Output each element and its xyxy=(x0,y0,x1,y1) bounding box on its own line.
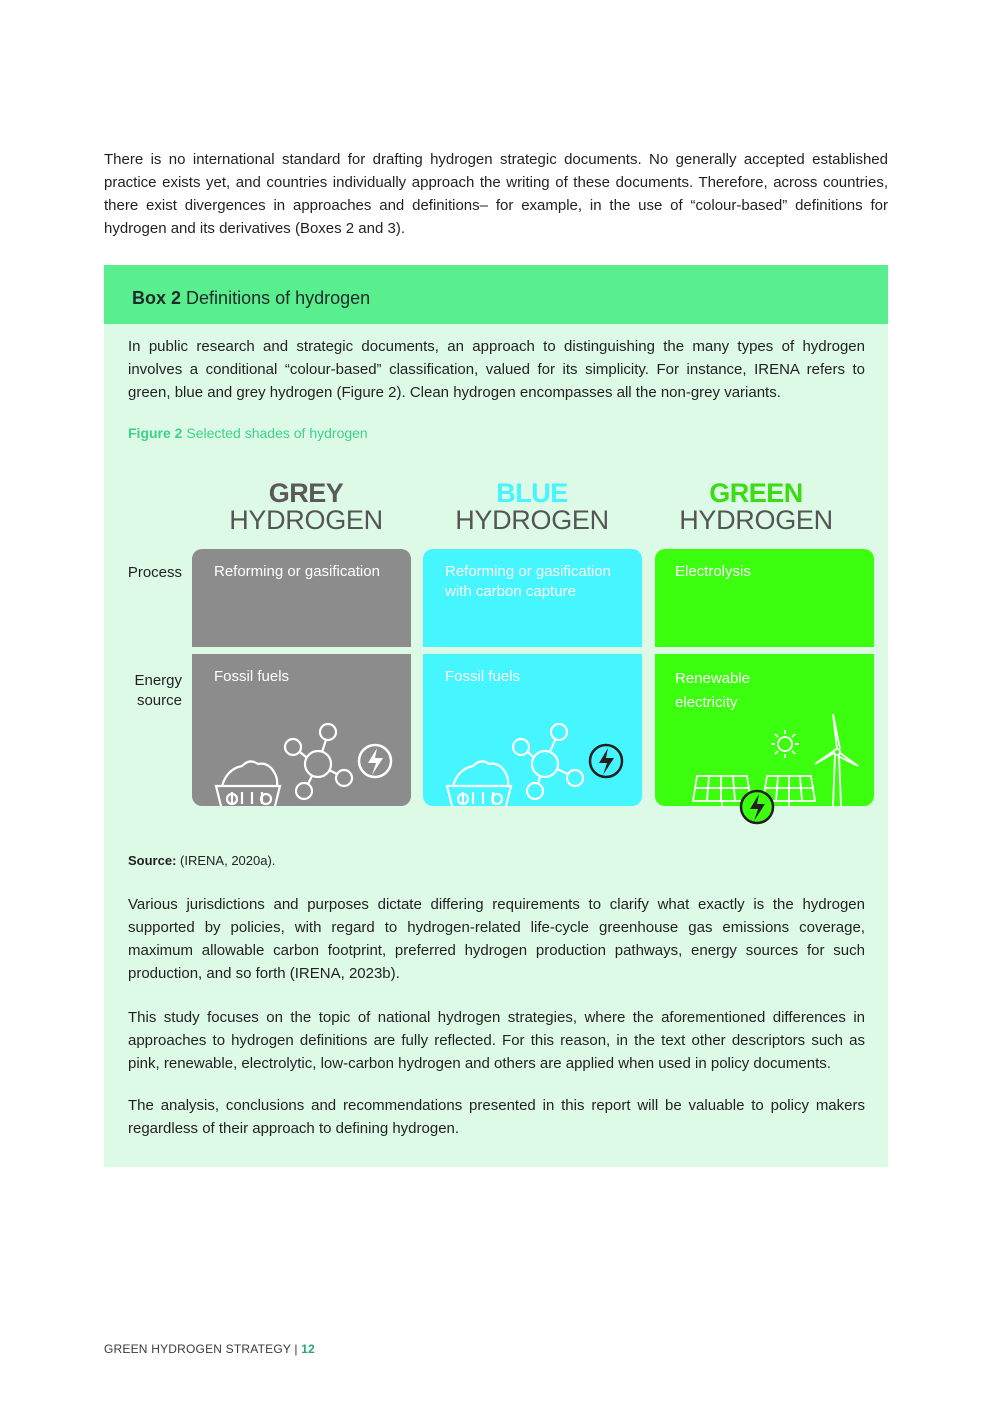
footer-title: GREEN HYDROGEN STRATEGY xyxy=(104,1342,291,1356)
row-label-energy: Energy xyxy=(134,672,182,689)
figure-label: Figure 2 xyxy=(128,425,183,441)
cell-green-process xyxy=(655,549,874,647)
coal-cart-icon xyxy=(447,761,511,806)
cell-text: Fossil fuels xyxy=(214,668,290,685)
cell-blue-energy xyxy=(423,654,642,806)
page-number: 12 xyxy=(301,1342,316,1356)
box-header xyxy=(104,265,888,324)
sun-icon xyxy=(771,730,799,758)
fossil-fuel-icons xyxy=(423,706,642,806)
cell-text: Reforming or gasification xyxy=(214,563,380,580)
cell-grey-energy xyxy=(192,654,411,806)
intro-paragraph: There is no international standard for drafting hydrogen strategic documents. No generally accepted established practice exists yet, and countries individually approach the writing of these documents. Therefore, across countries, there exist divergences in approaches and definitions– for example, in the use of “colour-based” definitions for hydrogen and its derivatives (Boxes 2 and 3). xyxy=(104,151,888,237)
box-paragraph-1: In public research and strategic documents, an approach to distinguishing the many types of hydrogen involves a conditional “colour-based” classification, valued for its simplicity. For instance, IRENA refers to green, blue and grey hydrogen (Figure 2). Clean hydrogen encompasses all the non-grey variants. xyxy=(128,338,865,401)
page-footer xyxy=(104,1342,315,1356)
box-label: Box 2 xyxy=(132,288,182,308)
row-label-source: source xyxy=(136,692,182,709)
coal-cart-icon xyxy=(216,761,280,806)
column-word: HYDROGEN xyxy=(679,505,833,535)
cell-blue-process xyxy=(423,549,642,647)
wind-turbine-icon xyxy=(815,714,858,806)
lightning-icon xyxy=(741,791,773,823)
figure-caption xyxy=(128,425,368,441)
cell-text: Reforming or gasification with carbon capture xyxy=(445,563,611,600)
figure-title: Selected shades of hydrogen xyxy=(186,425,368,441)
column-title-green xyxy=(646,480,866,534)
column-word: HYDROGEN xyxy=(455,505,609,535)
renewable-icons xyxy=(655,706,874,806)
box-title: Definitions of hydrogen xyxy=(186,288,371,308)
lightning-icon xyxy=(590,745,622,777)
molecule-icon xyxy=(513,724,583,799)
row-label-process: Process xyxy=(127,564,182,581)
column-word: HYDROGEN xyxy=(229,505,383,535)
box-paragraph-4: The analysis, conclusions and recommendations presented in this report will be valuable to policy makers regardless of their approach to defining hydrogen. xyxy=(128,1097,865,1137)
column-color-word: GREY xyxy=(268,478,344,508)
cell-text: Renewable electricity xyxy=(675,670,751,711)
cell-text: Electrolysis xyxy=(675,563,751,580)
lightning-icon xyxy=(359,745,391,777)
cell-text: Fossil fuels xyxy=(445,668,521,685)
column-title-blue xyxy=(422,480,642,534)
column-color-word: BLUE xyxy=(496,478,568,508)
cell-grey-process xyxy=(192,549,411,647)
column-color-word: GREEN xyxy=(709,478,803,508)
source-label: Source: xyxy=(128,853,177,868)
footer-separator: | xyxy=(294,1342,298,1356)
box-paragraph-2: Various jurisdictions and purposes dictate differing requirements to clarify what exactly is the hydrogen supported by policies, with regard to hydrogen-related life-cycle greenhouse gas emissions coverage, maximum allowable carbon footprint, preferred hydrogen production pathways, energy sources for such production, and so forth (IRENA, 2023b). xyxy=(128,896,865,982)
figure-source xyxy=(128,853,275,868)
box-paragraph-3: This study focuses on the topic of national hydrogen strategies, where the aforementioned differences in approaches to hydrogen definitions are fully reflected. For this reason, in the text other descriptors such as pink, renewable, electrolytic, low-carbon hydrogen and others are applied when used in policy documents. xyxy=(128,1009,865,1072)
fossil-fuel-icons xyxy=(192,706,411,806)
cell-green-energy xyxy=(655,654,874,806)
column-title-grey xyxy=(196,480,416,534)
source-text: (IRENA, 2020a). xyxy=(180,853,276,868)
molecule-icon xyxy=(285,724,352,799)
row-label-energy-source xyxy=(110,671,182,711)
